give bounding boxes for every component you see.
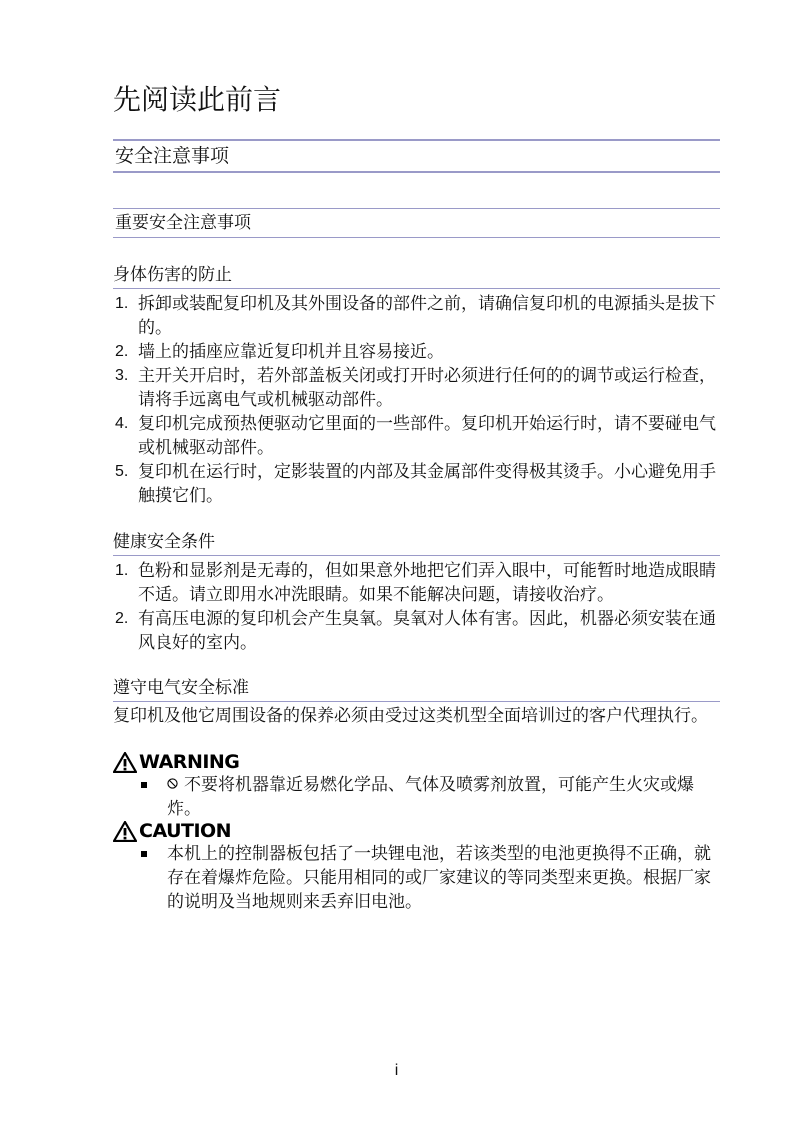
item-text: 主开关开启时，若外部盖板关闭或打开时必须进行任何的的调节或运行检查，请将手远离电气或机械驱动部件。 xyxy=(138,366,716,410)
warning-label xyxy=(113,751,239,773)
item-number: 1. xyxy=(115,295,129,312)
subsection-title: 重要安全注意事项 xyxy=(115,213,251,233)
prohibited-icon xyxy=(167,778,178,789)
section-title-block xyxy=(113,139,720,173)
item-text: 色粉和显影剂是无毒的，但如果意外地把它们弄入眼中，可能暂时地造成眼睛不适。请立即用水冲洗眼睛。如果不能解决问题，请接收治疗。 xyxy=(138,561,716,605)
caution-list xyxy=(140,842,717,914)
electrical-intro: 复印机及他它周围设备的保养必须由受过这类机型全面培训过的客户代理执行。 xyxy=(113,706,708,726)
list-item xyxy=(113,340,717,364)
section-title: 安全注意事项 xyxy=(115,145,230,167)
item-text: 复印机在运行时，定影装置的内部及其金属部件变得极其烫手。小心避免用手触摸它们。 xyxy=(138,462,716,506)
page-title: 先阅读此前言 xyxy=(113,83,282,116)
caution-text: 本机上的控制器板包括了一块锂电池，若该类型的电池更换得不正确，就存在着爆炸危险。只能用相同的或厂家建议的等同类型来更换。根据厂家的说明及当地规则来丢弃旧电池。 xyxy=(167,844,711,912)
injury-list xyxy=(113,292,717,508)
list-item xyxy=(113,364,717,412)
warning-text: 不要将机器靠近易燃化学品、气体及喷雾剂放置，可能产生火灾或爆炸。 xyxy=(167,775,694,819)
heading-injury-prevention: 身体伤害的防止 xyxy=(113,264,720,289)
list-item xyxy=(113,292,717,340)
item-number: 5. xyxy=(115,463,129,480)
list-item xyxy=(113,607,717,655)
list-item xyxy=(113,559,717,607)
caution-word: CAUTION xyxy=(139,820,232,842)
list-item xyxy=(140,773,717,821)
caution-triangle-icon xyxy=(113,821,137,842)
item-text: 有高压电源的复印机会产生臭氧。臭氧对人体有害。因此，机器必须安装在通风良好的室内。 xyxy=(138,609,716,653)
list-item xyxy=(113,460,717,508)
heading-electrical-standards: 遵守电气安全标准 xyxy=(113,677,720,702)
item-number: 2. xyxy=(115,610,129,627)
page-number: i xyxy=(394,1062,399,1079)
caution-label xyxy=(113,820,231,842)
item-number: 2. xyxy=(115,343,129,360)
item-number: 1. xyxy=(115,562,129,579)
item-number: 3. xyxy=(115,367,129,384)
heading-health-safety: 健康安全条件 xyxy=(113,531,720,556)
item-number: 4. xyxy=(115,415,129,432)
list-item xyxy=(140,842,717,914)
warning-word: WARNING xyxy=(139,751,240,773)
subsection-title-block xyxy=(113,208,720,238)
item-text: 复印机完成预热便驱动它里面的一些部件。复印机开始运行时，请不要碰电气或机械驱动部件。 xyxy=(138,414,716,458)
bullet-square-icon xyxy=(141,851,147,857)
item-text: 拆卸或装配复印机及其外围设备的部件之前，请确信复印机的电源插头是拔下的。 xyxy=(138,294,716,338)
list-item xyxy=(113,412,717,460)
bullet-square-icon xyxy=(141,782,147,788)
health-list xyxy=(113,559,717,655)
warning-triangle-icon xyxy=(113,752,137,773)
warning-list xyxy=(140,773,717,821)
item-text: 墙上的插座应靠近复印机并且容易接近。 xyxy=(138,342,444,362)
